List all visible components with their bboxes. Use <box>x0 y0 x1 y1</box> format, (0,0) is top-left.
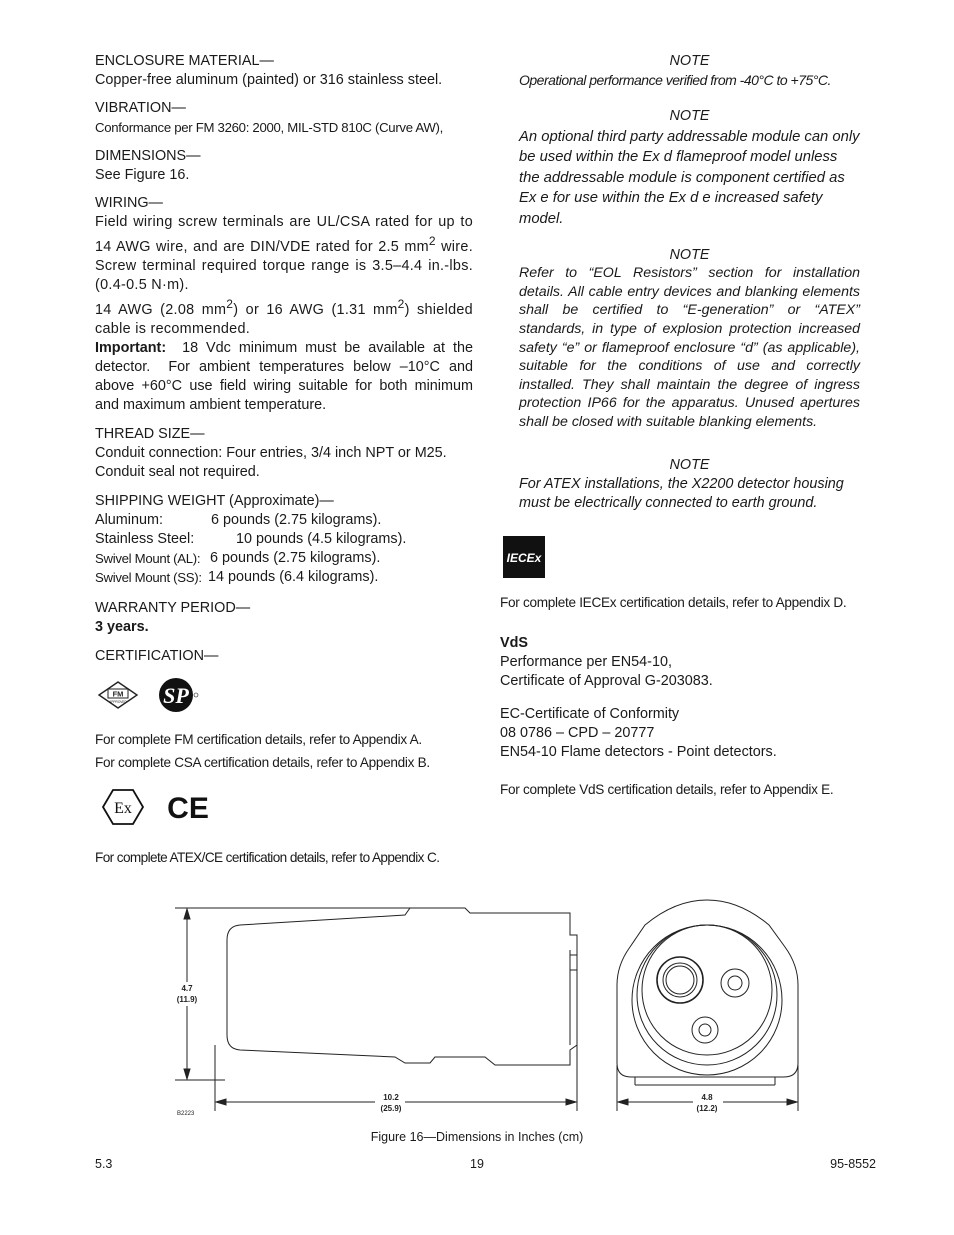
note-3 <box>519 246 860 432</box>
figure-code: B2223 <box>177 1111 195 1117</box>
wiring-cable-sup-1: 2 <box>226 296 234 311</box>
wiring-cable-b: ) or 16 AWG (1.31 mm <box>233 301 398 318</box>
wiring-important <box>95 339 477 415</box>
fm-logo-sub: APPROVED <box>109 699 127 704</box>
enclosure-section <box>95 52 473 90</box>
vibration-text: Conformance per FM 3260: 2000, MIL-STD 810C (Curve AW), <box>95 120 444 135</box>
important-label: Important: <box>95 339 167 356</box>
shipping-section <box>95 492 473 587</box>
csa-logo <box>157 676 199 714</box>
wiring-cable-a: 14 AWG (2.08 mm <box>95 301 227 318</box>
ec-line-2: 08 0786 – CPD – 20777 <box>500 724 655 741</box>
note-title: NOTE <box>669 108 710 124</box>
iecex-logo <box>502 535 546 579</box>
footer-revision: 5.3 <box>95 1157 113 1171</box>
ce-mark-logo <box>165 791 211 823</box>
note-text: An optional third party addressable module can only be used within the Ex d flameproof model unless the addressable module is component certified as Ex e for use within the Ex d e increased safety model. <box>519 128 860 227</box>
note-4 <box>519 456 860 513</box>
shipping-heading: SHIPPING WEIGHT (Approximate)— <box>95 492 334 509</box>
warranty-text: 3 years. <box>95 618 149 635</box>
shipping-value: 14 pounds (6.4 kilograms). <box>208 568 379 585</box>
wiring-section <box>95 194 477 415</box>
wiring-heading: WIRING— <box>95 195 163 211</box>
fm-csa-logos <box>97 676 473 714</box>
dimensions-section <box>95 147 473 185</box>
ec-line-1: EC-Certificate of Conformity <box>500 705 680 722</box>
ex-logo-text: Ex <box>114 799 132 817</box>
shipping-value: 6 pounds (2.75 kilograms). <box>211 511 382 528</box>
vds-reference: For complete VdS certification details, refer to Appendix E. <box>500 781 834 797</box>
wiring-paragraph-1 <box>95 213 473 295</box>
ec-certificate <box>500 705 880 762</box>
csa-logo-text: SP <box>163 682 189 708</box>
shipping-label: Swivel Mount (SS): <box>95 569 202 585</box>
enclosure-heading: ENCLOSURE MATERIAL— <box>95 53 274 69</box>
shipping-label: Stainless Steel: <box>95 530 195 547</box>
left-column <box>95 52 477 876</box>
wiring-cable-sup-2: 2 <box>397 296 405 311</box>
dimensions-figure <box>165 895 825 1125</box>
height-inches: 4.7 <box>181 984 193 993</box>
note-1 <box>519 52 860 90</box>
shipping-value: 10 pounds (4.5 kilograms). <box>236 530 407 547</box>
enclosure-text: Copper-free aluminum (painted) or 316 stainless steel. <box>95 72 443 88</box>
note-title: NOTE <box>669 456 710 473</box>
dimensions-heading: DIMENSIONS— <box>95 148 201 164</box>
note-text: Refer to “EOL Resistors” section for installation details. All cable entry devices and blanking elements shall be certified to “E-generation” or “ATEX” standards, in type of explosion protection increased safety “e” or flameproof enclosure “d” (as applicable), suitable for the conditions of use and correctly installed. They shall maintain the degree of ingress protection IP66 for the apparatus. Unused apertures shall be closed with suitable blanking elements. <box>519 265 860 430</box>
thread-line-2: Conduit seal not required. <box>95 463 260 480</box>
figure-caption: Figure 16—Dimensions in Inches (cm) <box>370 1130 584 1144</box>
length-inches: 10.2 <box>383 1093 399 1102</box>
length-cm: (25.9) <box>380 1104 402 1113</box>
shipping-label: Aluminum: <box>95 511 163 528</box>
vds-line-1: Performance per EN54-10, <box>500 653 672 670</box>
iecex-reference: For complete IECEx certification details, refer to Appendix D. <box>500 594 847 610</box>
right-column <box>500 52 880 799</box>
warranty-heading: WARRANTY PERIOD— <box>95 599 251 616</box>
fm-reference: For complete FM certification details, refer to Appendix A. <box>95 731 422 747</box>
note-2 <box>519 106 860 230</box>
fm-approved-logo <box>97 680 139 710</box>
ce-logo-text: CE <box>167 791 209 823</box>
shipping-row <box>95 549 473 568</box>
shipping-row <box>95 511 473 530</box>
shipping-label: Swivel Mount (AL): <box>95 550 201 566</box>
fm-logo-text: FM <box>112 689 124 699</box>
wiring-cable-c: ) shielded cable is recommended. <box>95 301 473 337</box>
shipping-row <box>95 530 473 549</box>
ex-ce-logos <box>101 788 473 826</box>
thread-line-1: Conduit connection: Four entries, 3/4 inch NPT or M25. <box>95 444 447 461</box>
important-text: 18 Vdc minimum must be available at the detector. For ambient temperatures below –10°C and above +60°C use field wiring suitable for both minimum and maximum ambient temperature. <box>95 339 477 413</box>
shipping-value: 6 pounds (2.75 kilograms). <box>210 549 381 566</box>
vds-section <box>500 634 880 799</box>
certification-section <box>95 647 473 867</box>
wiring-text-a: Field wiring screw terminals are UL/CSA rated for up to 14 AWG wire, and are DIN/VDE rated for 2.5 mm <box>95 214 473 255</box>
height-cm: (11.9) <box>176 995 198 1004</box>
thread-section <box>95 425 473 482</box>
width-inches: 4.8 <box>701 1093 713 1102</box>
atex-reference: For complete ATEX/CE certification details, refer to Appendix C. <box>95 849 440 865</box>
note-title: NOTE <box>669 53 710 69</box>
note-text: For ATEX installations, the X2200 detector housing must be electrically connected to earth ground. <box>519 475 844 511</box>
vds-heading: VdS <box>500 634 528 651</box>
footer-doc-number: 95-8552 <box>830 1157 876 1171</box>
wiring-text-b: wire. Screw terminal required torque range is 3.5–4.4 in.-lbs. (0.4-0.5 N·m). <box>95 238 473 293</box>
wiring-sup: 2 <box>428 234 436 248</box>
wiring-paragraph-2 <box>95 295 473 339</box>
ec-line-3: EN54-10 Flame detectors - Point detectors. <box>500 743 777 760</box>
shipping-row <box>95 568 473 587</box>
vds-line-2: Certificate of Approval G-203083. <box>500 672 713 689</box>
certification-heading: CERTIFICATION— <box>95 647 219 664</box>
vibration-heading: VIBRATION— <box>95 100 186 116</box>
dimensions-text: See Figure 16. <box>95 167 190 183</box>
vibration-section <box>95 99 473 138</box>
iecex-logo-text: IECEx <box>506 550 542 565</box>
note-title: NOTE <box>669 246 710 263</box>
thread-heading: THREAD SIZE— <box>95 425 205 442</box>
ex-hexagon-logo <box>101 788 145 826</box>
csa-reference: For complete CSA certification details, refer to Appendix B. <box>95 754 430 770</box>
width-cm: (12.2) <box>696 1104 718 1113</box>
note-text: Operational performance verified from -40°C to +75°C. <box>519 72 831 88</box>
warranty-section <box>95 599 473 637</box>
footer-page-number: 19 <box>470 1157 484 1171</box>
